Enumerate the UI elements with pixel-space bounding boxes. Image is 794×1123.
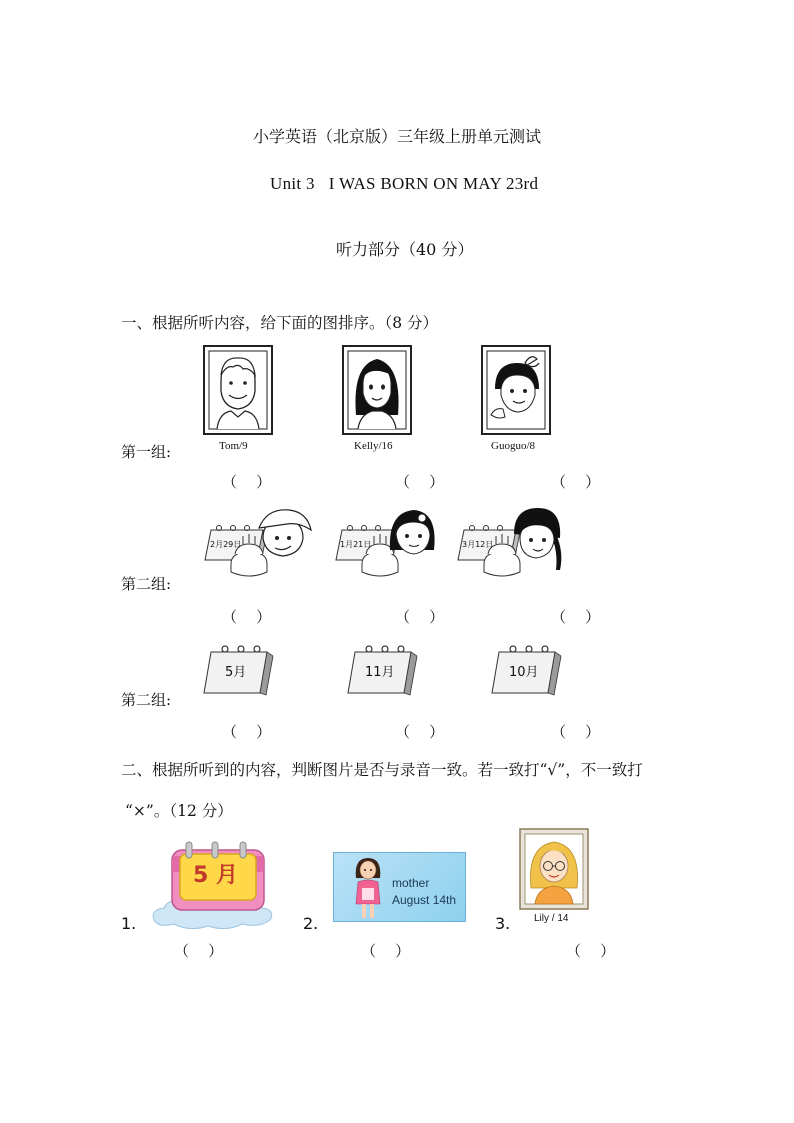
- calendar-month-oct: 10月: [509, 665, 539, 680]
- group1-label: 第一组:: [121, 443, 172, 461]
- answer-g1-2[interactable]: （ ）: [395, 473, 445, 491]
- answer-g3-1[interactable]: （ ）: [222, 723, 272, 741]
- calendar-text-3: 3月12日: [462, 540, 494, 549]
- section-title: 听力部分（40 分）: [336, 240, 474, 259]
- answer-g2-3[interactable]: （ ）: [551, 608, 601, 626]
- portrait-guoguo: [481, 345, 551, 435]
- unit-heading: [270, 174, 538, 194]
- part2-instruction-line1: 二、根据所听到的内容，判断图片是否与录音一致。若一致打“√”，不一致打: [121, 761, 643, 779]
- calendar-month-may: 5月: [225, 665, 247, 680]
- lily-portrait: [519, 828, 589, 910]
- item3-number: 3.: [495, 914, 511, 933]
- part2-instruction-line2: “×”。（12 分）: [125, 802, 233, 820]
- unit-title: I WAS BORN ON MAY 23rd: [328, 174, 539, 193]
- unit-number: Unit 3: [270, 174, 315, 193]
- calendar-text-1: 2月29日: [210, 540, 242, 549]
- answer-p2-3[interactable]: （ ）: [566, 942, 616, 960]
- mother-label: mother: [392, 876, 430, 890]
- portrait-tom: [203, 345, 273, 435]
- calendar-month-nov: 11月: [365, 665, 395, 680]
- part1-instruction: 一、根据所听内容，给下面的图排序。（8 分）: [121, 314, 439, 332]
- answer-g1-3[interactable]: （ ）: [551, 473, 601, 491]
- group3-label: 第二组:: [121, 691, 172, 709]
- calendar-text-2: 1月21日: [340, 540, 372, 549]
- answer-p2-1[interactable]: （ ）: [174, 942, 224, 960]
- answer-g2-1[interactable]: （ ）: [222, 608, 272, 626]
- group2-label: 第二组:: [121, 575, 172, 593]
- answer-g3-3[interactable]: （ ）: [551, 723, 601, 741]
- lily-caption: Lily / 14: [534, 913, 569, 924]
- answer-g2-2[interactable]: （ ）: [395, 608, 445, 626]
- item1-number: 1.: [121, 914, 137, 933]
- answer-g1-1[interactable]: （ ）: [222, 473, 272, 491]
- answer-p2-2[interactable]: （ ）: [361, 942, 411, 960]
- page-title: 小学英语（北京版）三年级上册单元测试: [252, 127, 541, 146]
- caption-guoguo: Guoguo/8: [491, 440, 535, 452]
- caption-kelly: Kelly/16: [354, 440, 393, 452]
- portrait-kelly: [342, 345, 412, 435]
- may-calendar-text: 5 月: [193, 863, 238, 888]
- mother-figure: [350, 856, 386, 920]
- answer-g3-2[interactable]: （ ）: [395, 723, 445, 741]
- item2-number: 2.: [303, 914, 319, 933]
- mother-birthday: August 14th: [392, 893, 457, 907]
- caption-tom: Tom/9: [219, 440, 248, 452]
